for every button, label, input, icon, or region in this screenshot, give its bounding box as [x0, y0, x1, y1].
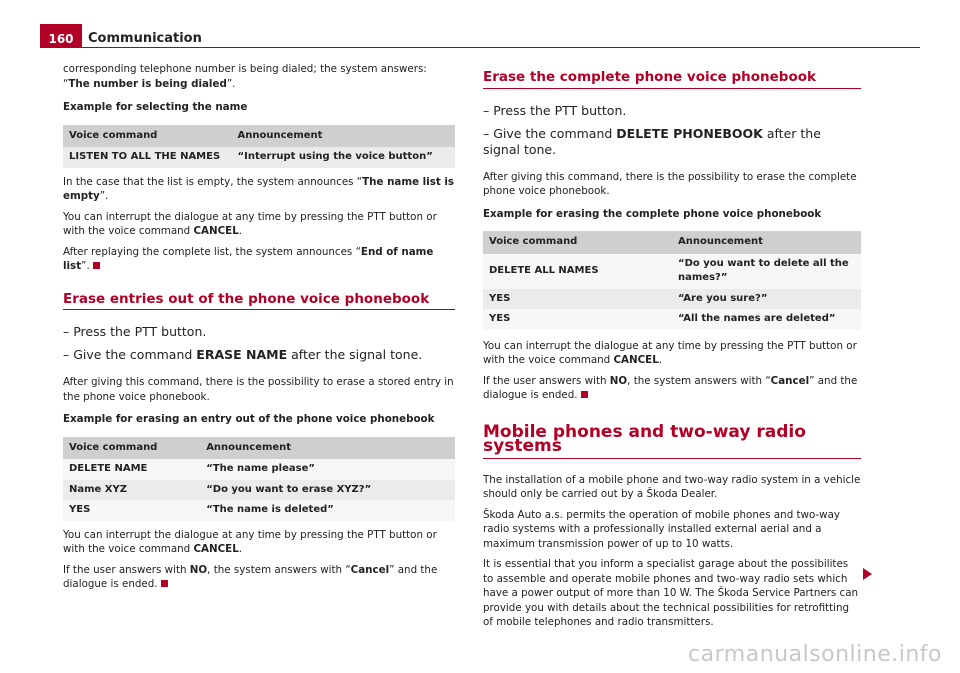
column-header: Announcement — [232, 125, 455, 148]
intro-paragraph: corresponding telephone number is being dialed; the system answers: “The number is being dialed”. — [63, 63, 427, 90]
step-item: – Give the command DELETE PHONEBOOK after the signal tone. — [483, 125, 821, 157]
body-paragraph: The installation of a mobile phone and two-way radio system in a vehicle should only be carried out by a Škoda Dealer. — [483, 473, 861, 500]
example-title: Example for selecting the name — [63, 101, 248, 113]
continue-arrow-icon — [863, 568, 872, 580]
end-of-section-icon — [93, 262, 100, 269]
table-row — [63, 500, 455, 521]
page-number: 160 — [40, 24, 82, 48]
table-row — [63, 147, 455, 168]
step-item: – Give the command ERASE NAME after the signal tone. — [63, 347, 423, 362]
step-item: – Press the PTT button. — [483, 102, 627, 118]
example-title: Example for erasing an entry out of the phone voice phonebook — [63, 413, 435, 425]
announcement-cell: “The name is deleted” — [200, 500, 455, 521]
announcement-cell: “Do you want to erase XYZ?” — [200, 480, 455, 501]
table-row — [483, 289, 861, 310]
voice-command-table — [483, 231, 861, 330]
voice-command-cell: YES — [63, 500, 200, 521]
right-column — [483, 70, 861, 636]
interrupt-paragraph: You can interrupt the dialogue at any time by pressing the PTT button or with the voice command CANCEL. — [63, 528, 437, 555]
table-row — [63, 459, 455, 480]
left-column — [63, 62, 455, 598]
end-of-section-icon — [161, 580, 168, 587]
table-row — [483, 254, 861, 289]
voice-command-cell: YES — [483, 309, 672, 330]
table-row — [483, 309, 861, 330]
voice-command-cell: LISTEN TO ALL THE NAMES — [63, 147, 232, 168]
main-heading: Mobile phones and two-way radio systems — [483, 425, 861, 459]
interrupt-paragraph: You can interrupt the dialogue at any time by pressing the PTT button or with the voice command CANCEL. — [63, 210, 437, 237]
voice-command-cell: DELETE ALL NAMES — [483, 254, 672, 289]
watermark: carmanualsonline.info — [688, 642, 942, 667]
column-header: Voice command — [63, 125, 232, 148]
voice-command-cell: YES — [483, 289, 672, 310]
cancel-paragraph: If the user answers with NO, the system answers with “Cancel” and the dialogue is ended. — [483, 374, 858, 401]
announcement-cell: “All the names are deleted” — [672, 309, 861, 330]
example-title: Example for erasing the complete phone voice phonebook — [483, 207, 822, 220]
body-paragraph: Škoda Auto a.s. permits the operation of mobile phones and two-way radio systems with a professionally installed external aerial and a maximum transmission power of up to 10 watts. — [483, 508, 840, 550]
replay-paragraph: After replaying the complete list, the system announces “End of name list”. — [63, 245, 434, 272]
table-row — [63, 480, 455, 501]
interrupt-paragraph: You can interrupt the dialogue at any time by pressing the PTT button or with the voice command CANCEL. — [483, 339, 857, 366]
voice-command-cell: Name XYZ — [63, 480, 200, 501]
cancel-paragraph: If the user answers with NO, the system answers with “Cancel” and the dialogue is ended. — [63, 563, 438, 590]
announcement-cell: “Are you sure?” — [672, 289, 861, 310]
column-header: Voice command — [483, 231, 672, 254]
after-command-paragraph: After giving this command, there is the possibility to erase the complete phone voice phonebook. — [483, 170, 857, 197]
empty-list-paragraph: In the case that the list is empty, the system announces “The name list is empty”. — [63, 175, 454, 202]
announcement-cell: “Do you want to delete all the names?” — [672, 254, 861, 289]
column-header: Voice command — [63, 437, 200, 460]
voice-command-cell: DELETE NAME — [63, 459, 200, 480]
section-heading: Erase entries out of the phone voice phonebook — [63, 292, 455, 311]
voice-command-table — [63, 437, 455, 521]
after-command-paragraph: After giving this command, there is the possibility to erase a stored entry in the phone voice phonebook. — [63, 376, 454, 403]
column-header: Announcement — [200, 437, 455, 460]
announcement-cell: “The name please” — [200, 459, 455, 480]
column-header: Announcement — [672, 231, 861, 254]
chapter-title: Communication — [88, 31, 202, 46]
announcement-cell: “Interrupt using the voice button” — [232, 147, 455, 168]
section-heading: Erase the complete phone voice phonebook — [483, 70, 861, 89]
body-paragraph: It is essential that you inform a specialist garage about the possibilites to assemble and operate mobile phones and two-way radio sets which have a power output of more than 10 W. The Škoda Service Partners can provide you with details about the technical possibilities for retrofitting of mobile telephones and radio transmitters. — [483, 558, 859, 628]
voice-command-table — [63, 125, 455, 168]
header-rule — [40, 47, 920, 48]
end-of-section-icon — [581, 391, 588, 398]
step-item: – Press the PTT button. — [63, 324, 207, 339]
